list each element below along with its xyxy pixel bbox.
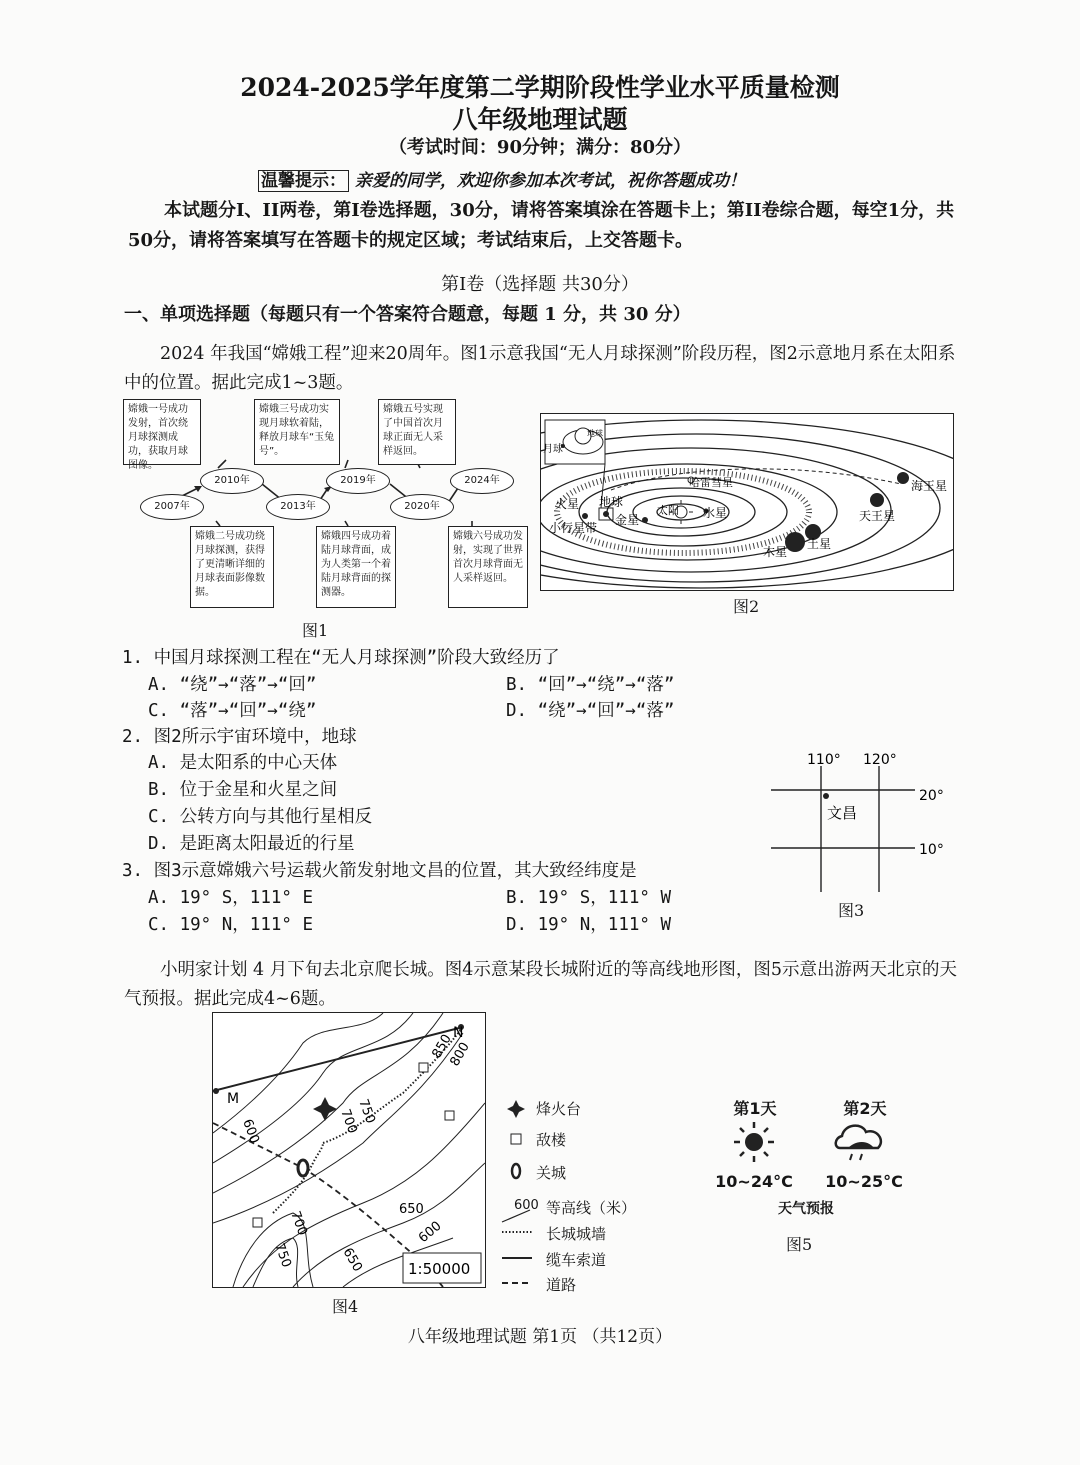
label-asteroid-belt: 小行星带 — [549, 521, 598, 535]
label-venus: 金星 — [615, 513, 640, 527]
exam-info: （考试时间：90分钟；满分：80分） — [388, 137, 692, 158]
year-2007: 2007年 — [140, 494, 204, 520]
timeline-box-change5: 嫦娥五号实现了中国首次月球正面无人采样返回。 — [378, 399, 456, 465]
label-earth: 地球 — [599, 495, 624, 509]
figure-4-caption: 图4 — [332, 1297, 359, 1316]
passage-2: 小明家计划 4 月下旬去北京爬长城。图4示意某段长城附近的等高线地形图，图5示意出游两天北京的天气预报。据此完成4~6题。 — [124, 960, 958, 1009]
label-neptune: 海王星 — [911, 479, 948, 493]
label-sun: 太阳 — [657, 504, 679, 517]
part-title: 一、单项选择题（每题只有一个答案符合题意，每题 1 分，共 30 分） — [124, 304, 691, 325]
lon-110: 110° — [807, 752, 841, 768]
lat-20: 20° — [919, 788, 944, 804]
figure-4 — [212, 1012, 486, 1288]
label-moon: 月球 — [543, 444, 563, 455]
lat-lon-grid — [765, 746, 965, 896]
map-legend — [500, 1096, 690, 1296]
year-2024: 2024年 — [450, 468, 514, 494]
contour-700-bottom: 700 — [287, 1209, 310, 1238]
contour-600-right: 600 — [415, 1218, 445, 1247]
instructions: 本试题分I、II两卷，第I卷选择题，30分，请将答案填涂在答题卡上；第II卷综合题，每空1分，共50分，请将答案填写在答题卡的规定区域；考试结束后，上交答题卡。 — [128, 200, 955, 251]
question-2-option-c: C. 公转方向与其他行星相反 — [148, 807, 373, 827]
timeline-box-change4: 嫦娥四号成功着陆月球背面，成为人类第一个着陆月球背面的探测器。 — [316, 526, 396, 608]
question-2-option-b: B. 位于金星和火星之间 — [148, 780, 338, 800]
question-3-option-d: D. 19° N，111° W — [506, 915, 672, 935]
page-footer: 八年级地理试题 第1页 （共12页） — [407, 1327, 673, 1347]
question-2-option-d: D. 是距离太阳最近的行星 — [148, 834, 355, 854]
sunny-icon — [734, 1122, 774, 1162]
point-m: M — [227, 1091, 240, 1107]
volume-title: 第Ⅰ卷（选择题 共30分） — [441, 274, 639, 295]
weather-day1-temp: 10~24°C — [715, 1172, 793, 1191]
figure-1-caption: 图1 — [302, 621, 329, 640]
legend-road: 道路 — [546, 1276, 577, 1294]
place-wenchang: 文昌 — [827, 804, 858, 822]
year-2010: 2010年 — [200, 468, 264, 494]
map-scale: 1:50000 — [408, 1260, 471, 1278]
label-jupiter: 木星 — [763, 545, 788, 559]
legend-pass-fort: 关城 — [536, 1164, 567, 1182]
year-2013: 2013年 — [266, 494, 330, 520]
question-1-option-d: D. “绕”→“回”→“落” — [506, 701, 675, 721]
figure-2-caption: 图2 — [733, 597, 760, 616]
question-3-option-c: C. 19° N，111° E — [148, 915, 314, 935]
question-2-option-a: A. 是太阳系的中心天体 — [148, 753, 338, 773]
weather-day1-label: 第1天 — [733, 1099, 777, 1118]
label-halley: 哈雷彗星 — [689, 476, 733, 489]
contour-750-top: 750 — [355, 1097, 378, 1126]
label-uranus: 天王星 — [859, 509, 896, 523]
label-saturn: 土星 — [807, 537, 832, 551]
contour-map — [213, 1013, 485, 1287]
weather-day2-temp: 10~25°C — [825, 1172, 903, 1191]
lat-10: 10° — [919, 842, 944, 858]
figure-5-caption: 图5 — [786, 1235, 813, 1254]
question-3-stem: 3. 图3示意嫦娥六号运载火箭发射地文昌的位置，其大致经纬度是 — [122, 861, 637, 881]
solar-system-diagram — [541, 414, 953, 590]
question-1-option-a: A. “绕”→“落”→“回” — [148, 675, 317, 695]
question-1-option-b: B. “回”→“绕”→“落” — [506, 675, 675, 695]
timeline-box-change1: 嫦娥一号成功发射，首次绕月球探测成功，获取月球图像。 — [123, 399, 201, 465]
label-mercury: 水星 — [703, 506, 728, 520]
contour-850: 850 — [429, 1031, 455, 1061]
contour-750-bottom: 750 — [271, 1241, 294, 1270]
tip-line — [258, 166, 746, 191]
exam-subtitle: 八年级地理试题 — [452, 105, 628, 134]
legend-contour-sample: 600 — [514, 1198, 539, 1213]
question-3-option-b: B. 19° S，111° W — [506, 888, 672, 908]
contour-650-bottom: 650 — [339, 1245, 365, 1275]
figure-3-caption: 图3 — [838, 901, 865, 920]
exam-title: 2024-2025学年度第二学期阶段性学业水平质量检测 — [240, 73, 840, 102]
legend-beacon: 烽火台 — [536, 1100, 582, 1118]
passage-1: 2024 年我国“嫦娥工程”迎来20周年。图1示意我国“无人月球探测”阶段历程，图2示意地月系在太阳系中的位置。据此完成1~3题。 — [124, 344, 956, 393]
contour-800: 800 — [447, 1039, 473, 1069]
tip-text: 亲爱的同学，欢迎你参加本次考试，祝你答题成功！ — [354, 171, 746, 191]
contour-650-right: 650 — [399, 1202, 424, 1217]
contour-600-left: 600 — [239, 1117, 262, 1146]
question-1-stem: 1. 中国月球探测工程在“无人月球探测”阶段大致经历了 — [122, 648, 560, 668]
question-3-option-a: A. 19° S，111° E — [148, 888, 314, 908]
legend-watchtower: 敌楼 — [536, 1131, 567, 1149]
question-1-option-c: C. “落”→“回”→“绕” — [148, 701, 317, 721]
lon-120: 120° — [863, 752, 897, 768]
label-earth-inset: 地球 — [587, 429, 603, 438]
figure-2 — [540, 413, 954, 591]
year-2019: 2019年 — [326, 468, 390, 494]
figure-1 — [120, 396, 540, 616]
legend-great-wall: 长城城墙 — [546, 1225, 607, 1243]
point-n: N — [453, 1025, 464, 1041]
legend-contour: 等高线（米） — [546, 1199, 637, 1217]
legend-symbols — [500, 1096, 536, 1296]
weather-subtitle: 天气预报 — [778, 1201, 834, 1217]
tip-label: 温馨提示： — [258, 170, 349, 192]
rain-icon — [836, 1126, 881, 1160]
timeline-box-change2: 嫦娥二号成功绕月球探测，获得了更清晰详细的月球表面影像数据。 — [190, 526, 274, 608]
figure-3 — [765, 746, 965, 896]
timeline-box-change3: 嫦娥三号成功实现月球软着陆，释放月球车“玉兔号”。 — [254, 399, 340, 465]
weather-icons — [706, 1118, 906, 1178]
timeline-box-change6: 嫦娥六号成功发射，实现了世界首次月球背面无人采样返回。 — [448, 526, 528, 608]
contour-700-top: 700 — [337, 1107, 360, 1136]
legend-cable-car: 缆车索道 — [546, 1251, 607, 1269]
question-2-stem: 2. 图2所示宇宙环境中，地球 — [122, 727, 357, 747]
weather-day2-label: 第2天 — [843, 1099, 887, 1118]
label-mars: 火星 — [555, 497, 580, 511]
year-2020: 2020年 — [390, 494, 454, 520]
